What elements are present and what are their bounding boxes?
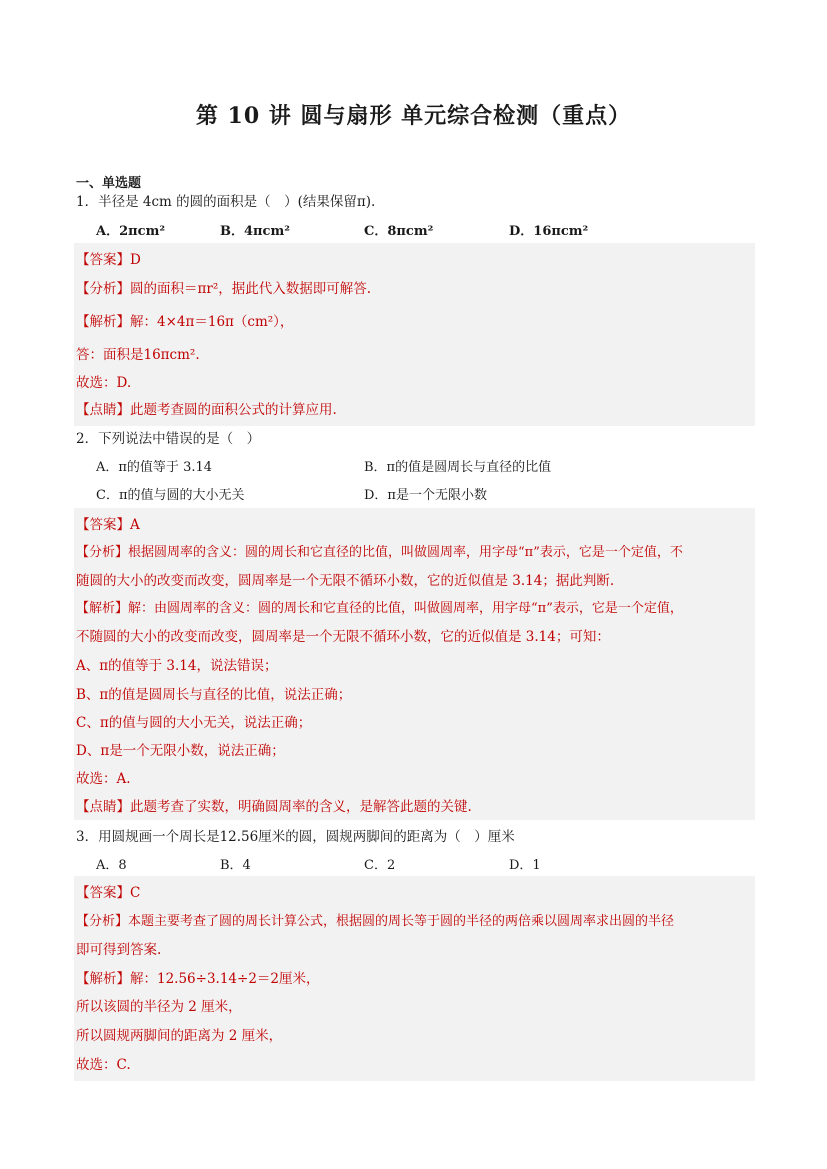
q3-solution-line-3: 所以圆规两脚间的距离为 2 厘米， <box>76 1028 283 1044</box>
q2-solution-c: C、π的值与圆的大小无关，说法正确； <box>76 715 312 731</box>
q3-choice: 故选：C. <box>76 1057 131 1073</box>
q2-analysis-line-2: 随圆的大小的改变而改变，圆周率是一个无限不循环小数，它的近似值是 3.14；据此判断. <box>76 573 615 589</box>
q2-option-b: B．π的值是圆周长与直径的比值 <box>364 460 552 475</box>
q2-answer: 【答案】A <box>76 517 140 533</box>
q2-solution-a: A、π的值等于 3.14，说法错误； <box>76 658 278 674</box>
q1-option-c: C．8πcm² <box>364 224 434 239</box>
q3-analysis-line-1: 【分析】本题主要考查了圆的周长计算公式，根据圆的周长等于圆的半径的两倍乘以圆周率求出圆的半径 <box>76 914 675 929</box>
q3-option-d: D．1 <box>509 858 541 873</box>
page-title: 第 10 讲 圆与扇形 单元综合检测（重点） <box>195 103 632 129</box>
q2-solution-b: B、π的值是圆周长与直径的比值，说法正确； <box>76 687 352 703</box>
q1-option-d: D．16πcm² <box>509 224 589 239</box>
q3-option-b: B．4 <box>220 858 251 873</box>
q3-analysis-line-2: 即可得到答案. <box>76 942 162 958</box>
q1-option-b: B．4πcm² <box>220 224 290 239</box>
q2-solution-line-2: 不随圆的大小的改变而改变，圆周率是一个无限不循环小数，它的近似值是 3.14；可知： <box>76 629 610 645</box>
q1-choice: 故选：D. <box>76 375 132 391</box>
question-1-stem: 1．半径是 4cm 的圆的面积是（ ）(结果保留π). <box>76 194 376 210</box>
q1-solution-answer: 答：面积是16πcm². <box>76 347 200 363</box>
question-2-stem: 2．下列说法中错误的是（ ） <box>76 431 261 447</box>
q2-analysis-line-1: 【分析】根据圆周率的含义：圆的周长和它直径的比值，叫做圆周率，用字母“π”表示，它是一个定值，不 <box>76 545 683 560</box>
q2-comment: 【点睛】此题考查了实数，明确圆周率的含义，是解答此题的关键. <box>76 799 472 815</box>
q2-option-c: C．π的值与圆的大小无关 <box>96 488 245 503</box>
q3-option-a: A．8 <box>96 858 127 873</box>
q3-answer: 【答案】C <box>76 885 141 901</box>
q3-solution-line-1: 【解析】解：12.56÷3.14÷2＝2厘米， <box>76 971 320 987</box>
q1-solution: 【解析】解：4×4π＝16π（cm²）， <box>76 314 294 330</box>
q2-option-a: A．π的值等于 3.14 <box>96 460 213 475</box>
q2-solution-d: D、π是一个无限小数，说法正确； <box>76 743 285 759</box>
q1-option-a: A．2πcm² <box>96 224 166 239</box>
q1-analysis: 【分析】圆的面积＝πr²，据此代入数据即可解答. <box>76 281 372 297</box>
q3-option-c: C．2 <box>364 858 396 873</box>
q1-answer: 【答案】D <box>76 252 141 268</box>
q2-option-d: D．π是一个无限小数 <box>364 488 487 503</box>
q2-solution-line-1: 【解析】解：由圆周率的含义：圆的周长和它直径的比值，叫做圆周率，用字母“π”表示，它是一个定值， <box>76 601 683 616</box>
section-heading: 一、单选题 <box>76 176 142 191</box>
q2-choice: 故选：A. <box>76 771 131 787</box>
q3-solution-line-2: 所以该圆的半径为 2 厘米， <box>76 999 242 1015</box>
q1-comment: 【点睛】此题考查圆的面积公式的计算应用. <box>76 402 337 418</box>
question-3-stem: 3．用圆规画一个周长是12.56厘米的圆，圆规两脚间的距离为（ ）厘米 <box>76 829 515 845</box>
